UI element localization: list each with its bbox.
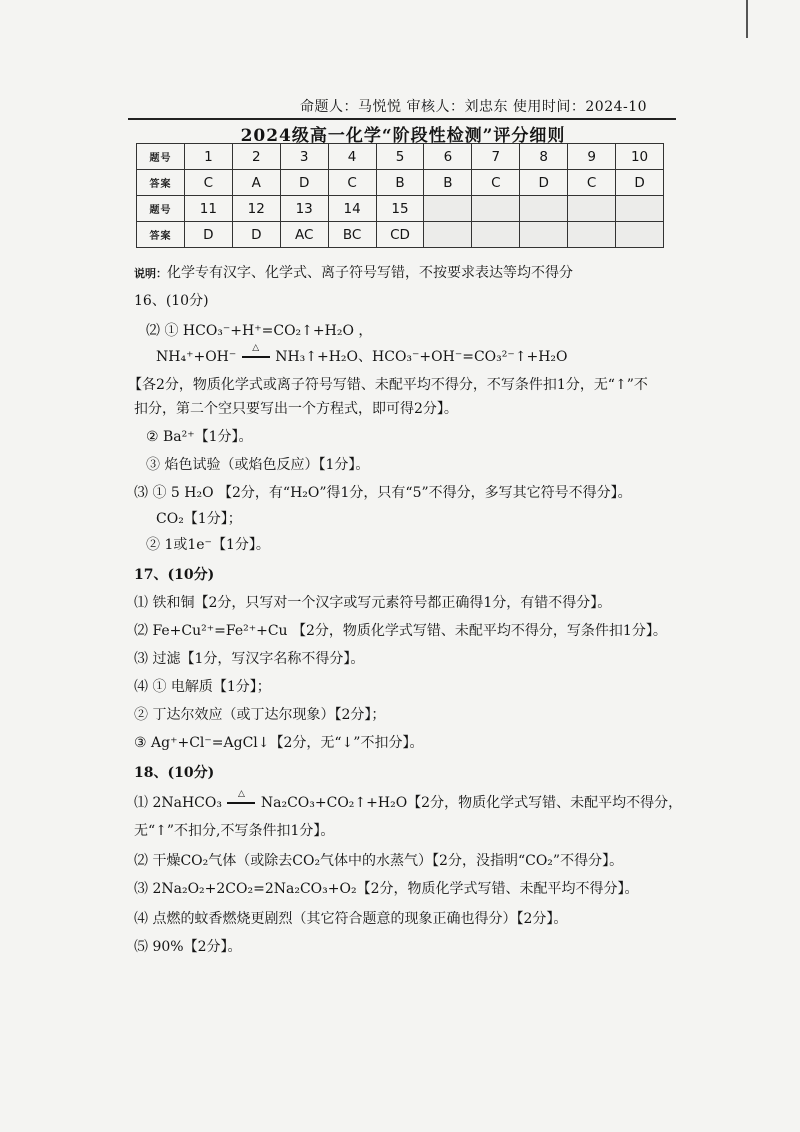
heat-symbol: △ [252,343,260,353]
q16-equation-line [156,343,568,365]
answer-cell: CD [376,222,424,248]
answer-cell: B [424,170,472,196]
equation-left: ⑴ 2NaHCO₃ [134,795,222,811]
empty-cell [568,196,616,222]
q16-line: ③ 焰色试验（或焰色反应）【1分】。 [146,457,370,473]
q18-line: ⑷ 点燃的蚊香燃烧更剧烈（其它符合题意的现象正确也得分）【2分】。 [134,911,568,927]
question-number-cell: 6 [424,144,472,170]
answer-cell: C [568,170,616,196]
question-number-cell: 7 [472,144,520,170]
page-title: 2024级高一化学“阶段性检测”评分细则 [240,126,566,146]
answer-cell: D [232,222,280,248]
question-number-cell: 10 [616,144,664,170]
heat-condition-sign [226,789,256,810]
row-label-answer: 答案 [137,222,185,248]
empty-cell [616,222,664,248]
answer-cell: A [232,170,280,196]
q16-heading: 16、(10分) [134,293,209,309]
q17-line: ③ Ag⁺+Cl⁻=AgCl↓【2分，无“↓”不扣分】。 [134,735,424,751]
heat-condition-sign [241,343,271,364]
question-number-cell: 4 [328,144,376,170]
q16-line: ⑵ ① HCO₃⁻+H⁺=CO₂↑+H₂O ， [146,323,373,339]
table-row-answers-1 [137,170,664,196]
table-row-numbers-2 [137,196,664,222]
row-label-answer: 答案 [137,170,185,196]
row-label-number: 题号 [137,196,185,222]
empty-cell [520,196,568,222]
empty-cell [520,222,568,248]
page-edge-mark [746,0,748,38]
equation-right: NH₃↑+H₂O、HCO₃⁻+OH⁻=CO₃²⁻↑+H₂O [275,349,568,365]
empty-cell [424,196,472,222]
empty-cell [568,222,616,248]
author-reviewer-line: 命题人：马悦悦 审核人：刘忠东 使用时间：2024-10 [300,99,648,115]
q18-line: ⑶ 2Na₂O₂+2CO₂=2Na₂CO₃+O₂【2分，物质化学式写错、未配平均不得分】。 [134,881,639,897]
answer-cell: B [376,170,424,196]
question-number-cell: 13 [280,196,328,222]
question-number-cell: 2 [232,144,280,170]
empty-cell [616,196,664,222]
q16-line: ② Ba²⁺【1分】。 [146,429,253,445]
q18-line: 无“↑”不扣分,不写条件扣1分】。 [134,823,335,839]
table-row-numbers-1 [137,144,664,170]
q17-line: ⑷ ① 电解质【1分】； [134,679,271,695]
q17-line: ② 丁达尔效应（或丁达尔现象）【2分】； [134,707,386,723]
note-label: 说明： [134,267,167,280]
q17-line: ⑶ 过滤【1分，写汉字名称不得分】。 [134,651,365,667]
answer-cell: D [520,170,568,196]
note-text: 化学专有汉字、化学式、离子符号写错，不按要求表达等均不得分 [167,265,573,281]
q16-line: 扣分，第二个空只要写出一个方程式，即可得2分】。 [134,401,458,417]
answer-key-table [136,143,664,248]
answer-cell: D [184,222,232,248]
question-number-cell: 8 [520,144,568,170]
q18-line: ⑵ 干燥CO₂气体（或除去CO₂气体中的水蒸气）【2分，没指明“CO₂”不得分】。 [134,853,624,869]
row-label-number: 题号 [137,144,185,170]
q17-line: ⑴ 铁和铜【2分，只写对一个汉字或写元素符号都正确得1分，有错不得分】。 [134,595,612,611]
question-number-cell: 15 [376,196,424,222]
header-rule [128,118,676,120]
empty-cell [472,222,520,248]
q18-heading: 18、(10分) [134,765,215,781]
equation-right: Na₂CO₃+CO₂↑+H₂O【2分，物质化学式写错、未配平均不得分， [260,795,683,811]
empty-cell [472,196,520,222]
answer-cell: C [472,170,520,196]
q16-line: 【各2分，物质化学式或离子符号写错、未配平均不得分，不写条件扣1分，无“↑”不 [128,377,648,393]
question-number-cell: 12 [232,196,280,222]
q16-line: CO₂【1分】； [156,511,242,527]
q17-line: ⑵ Fe+Cu²⁺=Fe²⁺+Cu 【2分，物质化学式写错、未配平均不得分，写条件扣1分】。 [134,623,667,639]
question-number-cell: 1 [184,144,232,170]
answer-cell: D [280,170,328,196]
empty-cell [424,222,472,248]
heat-symbol: △ [237,789,245,799]
answer-cell: C [328,170,376,196]
table-row-answers-2 [137,222,664,248]
question-number-cell: 3 [280,144,328,170]
question-number-cell: 5 [376,144,424,170]
q17-heading: 17、(10分) [134,567,215,583]
answer-cell: C [184,170,232,196]
q18-equation-line [134,789,683,811]
question-number-cell: 14 [328,196,376,222]
general-note [134,266,573,280]
answer-cell: D [616,170,664,196]
q16-line: ⑶ ① 5 H₂O 【2分，有“H₂O”得1分，只有“5”不得分，多写其它符号不得分】。 [134,485,632,501]
answer-cell: AC [280,222,328,248]
q16-line: ② 1或1e⁻【1分】。 [146,537,270,553]
answer-cell: BC [328,222,376,248]
question-number-cell: 9 [568,144,616,170]
q18-line: ⑸ 90%【2分】。 [134,939,242,955]
question-number-cell: 11 [184,196,232,222]
equation-left: NH₄⁺+OH⁻ [156,349,237,365]
